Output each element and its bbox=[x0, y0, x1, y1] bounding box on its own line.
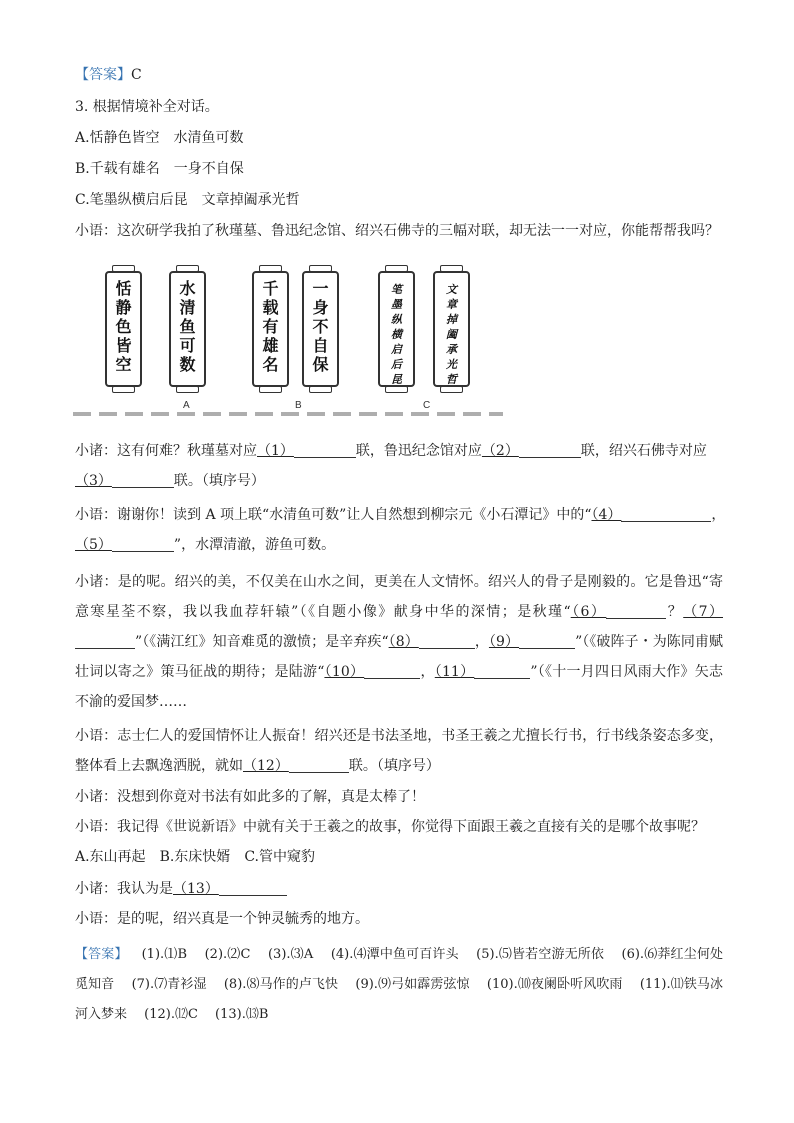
blank-7[interactable] bbox=[75, 633, 135, 649]
couplet-c-right-char: 阖 bbox=[446, 328, 457, 341]
couplet-c-right bbox=[433, 271, 470, 387]
couplet-c-left bbox=[378, 271, 415, 387]
blank-9-label: （9） bbox=[488, 634, 520, 650]
blank-2-label: （2） bbox=[481, 443, 519, 459]
couplet-b-right-char: 保 bbox=[312, 355, 329, 374]
couplet-b-left-char: 雄 bbox=[262, 336, 279, 355]
couplet-b-right-char: 不 bbox=[312, 317, 329, 336]
dialog-yu-5: 小语：我记得《世说新语》中就有关于王羲之的故事，你觉得下面跟王羲之直接有关的是哪个故事呢？ bbox=[75, 819, 705, 835]
couplet-a-left bbox=[105, 271, 142, 387]
text: ”，水潭清澈，游鱼可数。 bbox=[173, 537, 336, 553]
blank-2[interactable] bbox=[519, 442, 581, 458]
question-title: 3. 根据情境补全对话。 bbox=[75, 99, 219, 115]
couplet-b-right-char: 身 bbox=[312, 298, 329, 317]
answer-text: (1).⑴B (2).⑵C (3).⑶A (4).⑷潭中鱼可百许头 (5).⑸皆若空游无所依 (6).⑹莽红尘何处觅知音 (7).⑺青衫湿 (8).⑻马作的卢飞快 (9).⑼弓如霹雳弦惊 (10).⑽夜阑卧听风吹雨 (11).⑾铁马冰河入梦来 (12).⑿C (13).⒀B bbox=[75, 947, 723, 1022]
figure-label-b: B bbox=[295, 400, 302, 411]
option-c: C.笔墨纵横启后昆 文章掉阖承光哲 bbox=[75, 192, 300, 208]
text: 小语：志士仁人的爱国情怀让人振奋！绍兴还是书法圣地，书圣王羲之尤擅长行书，行书线条姿态多变，整体看上去飘逸洒脱，就如 bbox=[75, 728, 723, 774]
couplet-c-right-char: 章 bbox=[446, 298, 457, 311]
couplet-c-right-char: 文 bbox=[446, 283, 457, 296]
blank-7-label: （7） bbox=[683, 604, 723, 620]
dialog-yu-2 bbox=[75, 505, 726, 525]
couplet-a-right-char: 可 bbox=[179, 336, 196, 355]
couplet-b-right-char: 自 bbox=[312, 336, 329, 355]
text: ？ bbox=[666, 604, 684, 620]
blank-9[interactable] bbox=[519, 633, 575, 649]
answer-block bbox=[75, 940, 723, 1030]
couplet-a-left-char: 静 bbox=[115, 298, 132, 317]
dialog-zhu-5 bbox=[75, 879, 723, 899]
dialog-intro: 小语：这次研学我拍了秋瑾墓、鲁迅纪念馆、绍兴石佛寺的三幅对联，却无法一一对应，你能帮帮我吗？ bbox=[75, 223, 719, 239]
text: ”（《满江红》知音难觅的激愤；是辛弃疾“ bbox=[135, 634, 389, 650]
blank-8-label: （8） bbox=[388, 634, 419, 650]
text: 小语：谢谢你！读到 A 项上联“水清鱼可数”让人自然想到柳宗元《小石潭记》中的“ bbox=[75, 507, 592, 523]
text: 联。（填序号） bbox=[348, 758, 440, 774]
text: 小诸：是的呢。绍兴的美，不仅美在山水之间，更美在人文情怀。绍兴人的骨子是刚毅的。它是鲁迅“寄意寒星荃不察，我以我血荐轩辕”（《自题小像》献身中华的深情；是秋瑾“ bbox=[75, 574, 723, 620]
dialog-yu-2-cont bbox=[75, 535, 723, 555]
blank-6[interactable] bbox=[606, 603, 666, 619]
blank-13[interactable] bbox=[219, 880, 287, 896]
blank-11-label: （11） bbox=[434, 664, 475, 680]
blank-4[interactable] bbox=[621, 506, 711, 522]
couplet-c-right-char: 承 bbox=[446, 343, 457, 356]
blank-11[interactable] bbox=[474, 663, 530, 679]
option-b: B.千载有雄名 一身不自保 bbox=[75, 161, 244, 177]
couplet-a-right-char: 数 bbox=[179, 355, 196, 374]
blank-3[interactable] bbox=[112, 472, 174, 488]
blank-8[interactable] bbox=[419, 633, 475, 649]
blank-10-label: （10） bbox=[324, 664, 365, 680]
couplet-b-left bbox=[252, 271, 289, 387]
couplet-c-right-char: 哲 bbox=[446, 373, 457, 386]
couplet-c-left-char: 笔 bbox=[391, 283, 402, 296]
blank-3-label: （3） bbox=[75, 473, 112, 489]
previous-answer bbox=[75, 65, 723, 85]
couplet-c-left-char: 墨 bbox=[391, 298, 402, 311]
couplet-a-right-char: 清 bbox=[179, 298, 196, 317]
couplet-a-left-char: 色 bbox=[115, 317, 132, 336]
text: 小诸：这有何难？秋瑾墓对应 bbox=[75, 443, 257, 459]
couplet-b-right bbox=[302, 271, 339, 387]
couplet-b-left-char: 千 bbox=[262, 279, 279, 298]
dialog-zhu-2 bbox=[75, 567, 723, 717]
couplet-c-left-char: 横 bbox=[391, 328, 402, 341]
couplet-c-left-char: 昆 bbox=[391, 373, 402, 386]
blank-10[interactable] bbox=[364, 663, 420, 679]
dialog-yu-3 bbox=[75, 721, 723, 781]
answer-tag: 【答案】 bbox=[75, 67, 131, 83]
couplet-c-left-char: 启 bbox=[391, 343, 402, 356]
text: ， bbox=[420, 664, 435, 680]
couplet-b-left-char: 载 bbox=[262, 298, 279, 317]
couplet-a-left-char: 皆 bbox=[115, 336, 132, 355]
figure-crop-edge bbox=[73, 412, 503, 416]
text: ”（《十一月四日风雨大作》矢志不渝的爱国梦…… bbox=[75, 664, 724, 710]
blank-5-label: （5） bbox=[75, 537, 112, 553]
couplet-a-right bbox=[169, 271, 206, 387]
dialog-zhu-4: 小诸：没想到你竟对书法有如此多的了解，真是太棒了！ bbox=[75, 789, 425, 805]
figure-label-c: C bbox=[423, 400, 431, 411]
couplet-b-right-char: 一 bbox=[312, 279, 329, 298]
blank-12[interactable] bbox=[289, 757, 349, 773]
blank-5[interactable] bbox=[112, 536, 174, 552]
answer-value: C bbox=[131, 67, 142, 83]
couplet-b-left-char: 名 bbox=[262, 355, 279, 374]
dialog-zhu-1 bbox=[75, 441, 723, 461]
answer-tag: 【答案】 bbox=[75, 947, 128, 962]
couplet-c-right-char: 掉 bbox=[446, 313, 457, 326]
dialog-yu-6: 小语：是的呢，绍兴真是一个钟灵毓秀的地方。 bbox=[75, 911, 369, 927]
story-options bbox=[75, 847, 723, 867]
text: 联，绍兴石佛寺对应 bbox=[580, 443, 707, 459]
couplet-c-right-char: 光 bbox=[446, 358, 457, 371]
couplet-c-left-char: 后 bbox=[391, 358, 402, 371]
blank-12-label: （12） bbox=[243, 758, 289, 774]
story-option-b: B.东床快婿 bbox=[159, 849, 231, 865]
blank-4-label: （4） bbox=[591, 507, 622, 523]
couplet-a-right-char: 水 bbox=[179, 279, 196, 298]
text: 小诸：我认为是 bbox=[75, 881, 173, 897]
couplets-figure bbox=[97, 263, 481, 415]
blank-13-label: （13） bbox=[173, 881, 219, 897]
text: ， bbox=[474, 634, 489, 650]
option-a: A.恬静色皆空 水清鱼可数 bbox=[75, 130, 244, 146]
couplet-c-left-char: 纵 bbox=[391, 313, 402, 326]
text: ， bbox=[711, 507, 726, 523]
couplet-b-left-char: 有 bbox=[262, 317, 279, 336]
blank-1-label: （1） bbox=[257, 443, 294, 459]
figure-label-a: A bbox=[183, 400, 190, 411]
dialog-zhu-1-cont bbox=[75, 471, 723, 491]
story-option-a: A.东山再起 bbox=[75, 849, 146, 865]
story-option-c: C.管中窥豹 bbox=[244, 849, 315, 865]
text: 联，鲁迅纪念馆对应 bbox=[355, 443, 482, 459]
couplet-a-left-char: 空 bbox=[115, 355, 132, 374]
blank-6-label: （6） bbox=[570, 604, 607, 620]
text: 联。（填序号） bbox=[173, 473, 265, 489]
couplet-a-left-char: 恬 bbox=[115, 279, 132, 298]
blank-1[interactable] bbox=[294, 442, 356, 458]
text: ”（《破阵子・为陈同甫赋壮词以寄之》策马征战的期待；是陆游“ bbox=[75, 634, 723, 680]
couplet-a-right-char: 鱼 bbox=[179, 317, 196, 336]
